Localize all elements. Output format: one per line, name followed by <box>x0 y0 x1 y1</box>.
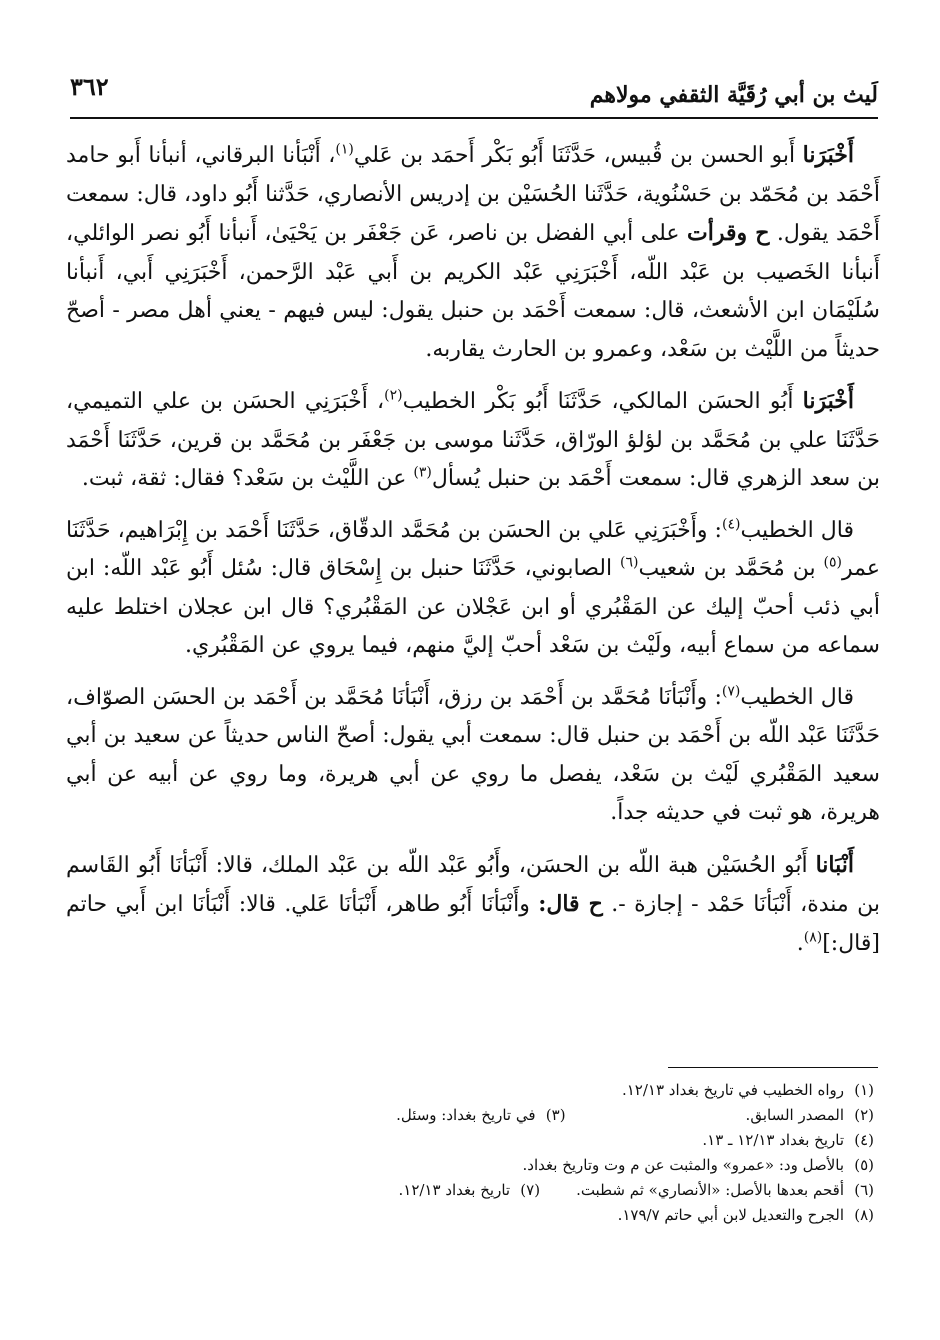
text-run: : وأَنْبَأنَا مُحَمَّد بن أَحْمَد بن رزق، أَنْبَأنَا مُحَمَّد بن أَحْمَد بن الحسَن الصوّاف، حَدَّثَنَا عَبْد اللّه بن أَحْمَد بن حنبل قال: سمعت أبي يقول: أصحّ الناس حديثاً عن سعيد بن أبي سعيد المَقْبُري لَيْث بن سَعْد، يفصل ما روي عن أبي هريرة، وما روي عن أبيه عن أبي هريرة، هو ثبت في حديثه جداً. <box>66 684 880 825</box>
paragraph <box>66 846 880 964</box>
header-rule <box>70 117 878 119</box>
footnote-item <box>576 1178 874 1203</box>
footnote-line <box>60 1178 874 1203</box>
text-run: أَبُو الحسَن المالكي، حَدَّثَنَا أَبُو بَكْر الخطيب <box>402 389 803 414</box>
footnote-ref: (٢) <box>384 387 403 404</box>
footnote-text: تاريخ بغداد ١٢/١٣ ـ ١٣. <box>702 1131 844 1149</box>
footnote-number: (٦) <box>854 1181 874 1199</box>
footnote-text: تاريخ بغداد ١٢/١٣. <box>398 1181 511 1199</box>
footnote-number: (٨) <box>854 1206 874 1224</box>
footnote-number: (٤) <box>854 1131 874 1149</box>
text-run: أَبو الحسن بن قُبيس، حَدَّثَنَا أَبُو بَكْر أَحمَد بن عَلي <box>353 143 803 168</box>
paragraph <box>66 512 880 666</box>
text-run: وأَنْبَأنَا أَبُو طاهر، أَنْبَأنَا عَلي. قالا: أَنْبَأنَا ابن أَبي حاتم [قال:] <box>66 892 880 956</box>
text-run: . <box>796 930 804 956</box>
footnote-text: أقحم بعدها بالأصل: «الأنصاري» ثم شطبت. <box>576 1181 844 1199</box>
text-run: قال الخطيب <box>740 684 854 710</box>
footnote-ref: (٥) <box>823 554 843 571</box>
footnote-number: (٢) <box>854 1106 874 1124</box>
text-run: ، أَنْبَأنا البرقاني، أنبأنا أَبو حامد أَحْمَد بن مُحَمّد بن حَسْنُوية، حَدَّثَنا الحُسَيْن بن إدريس الأنصاري، حَدَّثنا أَبُو داود، قال: سمعت أَحْمَد يقول. <box>66 143 880 246</box>
page-header <box>70 60 878 110</box>
footnote-text: رواه الخطيب في تاريخ بغداد ١٢/١٣. <box>621 1081 844 1099</box>
paragraph-lead-word: أَنْبَانا <box>815 851 854 878</box>
footnote-number: (١) <box>854 1081 874 1099</box>
footnote-text: الجرح والتعديل لابن أبي حاتم ١٧٩/٧. <box>617 1206 844 1224</box>
footnote-item <box>396 1103 565 1128</box>
footnote-ref: (٣) <box>413 464 432 481</box>
footnote-item <box>398 1178 540 1203</box>
footnote-line <box>60 1103 874 1128</box>
main-text <box>66 136 880 963</box>
hadith-transition-mark: ح وقرأت <box>687 220 770 246</box>
footnote-number: (٥) <box>854 1156 874 1174</box>
paragraph <box>66 679 880 833</box>
footnote-ref: (٧) <box>721 683 741 700</box>
text-run: قال الخطيب <box>740 517 854 543</box>
footnote-item <box>618 1203 874 1228</box>
footnote-number: (٣) <box>545 1106 566 1124</box>
paragraph-lead-word: أَخْبَرَنا <box>802 388 854 414</box>
footnote-separator <box>668 1067 878 1068</box>
footnote-line <box>60 1078 874 1103</box>
footnote-item <box>746 1103 874 1128</box>
footnote-text: في تاريخ بغداد: وسئل. <box>396 1106 536 1124</box>
paragraph-lead-word: أَخْبَرَنا <box>802 142 854 168</box>
footnote-text: المصدر السابق. <box>745 1106 844 1124</box>
text-run: على أبي الفضل بن ناصر، عَن جَعْفَر بن يَحْيَىٰ، أَنبأنا أَبُو نصر الوائلي، أَنبأنا الخَصيب بن عَبْد اللّه، أَخْبَرَنِي عَبْد الكريم بن أَبي عَبْد الرَّحمن، أَخْبَرَنِي أَبي، أَنبأنا سُلَيْمَان ابن الأشعث، قال: سمعت أَحْمَد بن حنبل يقول: ليس فيهم - يعني أهل مصر - أصحّ حديثاً من اللَّيْث بن سَعْد، وعمرو بن الحارث يقاربه. <box>66 221 880 362</box>
paragraph <box>66 136 880 369</box>
footnote-line <box>60 1203 874 1228</box>
text-run: أَبُو الحُسَيْن هبة اللّه بن الحسَن، وأَبُو عَبْد اللّه بن عَبْد الملك، قالا: أَنْبَأنَا أَبُو القَاسم بن مندة، أَنْبَأنَا حَمْد - إجازة -. <box>66 852 880 917</box>
footnote-item <box>523 1153 874 1178</box>
text-run: الصابوني، حَدَّثَنَا حنبل بن إِسْحَاق قال: سُئل أَبُو عَبْد اللّه: ابن أبي ذئب أحبّ إليك عن المَقْبُري أو ابن عَجْلان عن المَقْبُري؟ قال ابن عجلان اختلط عليه سماعه من سماع أبيه، ولَيْث بن سَعْد أحبّ إليَّ منهم، فيما يروي عن المَقْبُري. <box>66 556 880 658</box>
footnote-ref: (٤) <box>721 516 741 533</box>
text-run: : وأَخْبَرَنِي عَلي بن الحسَن بن مُحَمَّد الدقّاق، حَدَّثَنَا أَحْمَد بن إِبْرَاهيم، حَدَّثَنَا عمر <box>66 517 880 581</box>
hadith-transition-mark: ح قال: <box>538 891 603 917</box>
footnote-line <box>60 1153 874 1178</box>
footnote-text: بالأصل ود: «عمرو» والمثبت عن م وت وتاريخ بغداد. <box>522 1156 844 1174</box>
paragraph <box>66 382 880 499</box>
footnote-item <box>702 1128 874 1153</box>
page-number: ٣٦٢ <box>70 72 109 101</box>
text-run: عن اللَّيْث بن سَعْد؟ فقال: ثقة، ثبت. <box>81 466 414 491</box>
footnote-ref: (٦) <box>620 554 639 571</box>
footnotes <box>60 1078 874 1228</box>
running-title: لَيث بن أبي رُقَيَّة الثقفي مولاهم <box>589 82 878 108</box>
text-run: بن مُحَمَّد بن شعيب <box>638 556 824 581</box>
text-run: ، أَخْبَرَنِي الحسَن بن علي التميمي، حَدَّثَنَا علي بن مُحَمَّد بن لؤلؤ الورّاق، حَدَّثَنا موسى بن جَعْفَر بن مُحَمَّد بن قرين، حَدَّثَنَا أَحْمَد بن سعد الزهري قال: سمعت أَحْمَد بن حنبل يُسأل <box>66 389 880 491</box>
footnote-ref: (٨) <box>803 929 823 946</box>
footnote-number: (٧) <box>520 1181 541 1199</box>
footnote-line <box>60 1128 874 1153</box>
footnote-item <box>622 1078 874 1103</box>
footnote-ref: (١) <box>335 141 354 158</box>
